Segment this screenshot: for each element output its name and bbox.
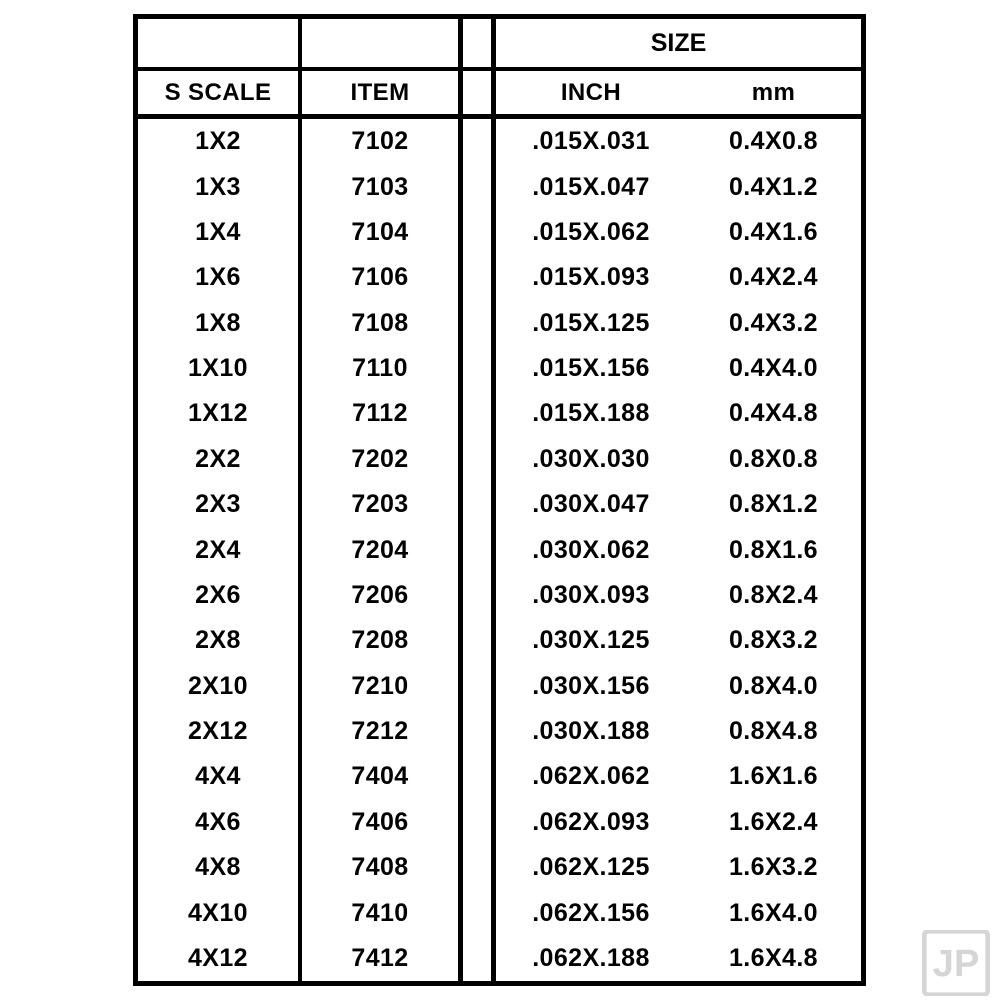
cell-mm: 0.8X1.6	[729, 535, 818, 564]
svg-text:JP: JP	[932, 942, 980, 986]
cell-mm: 1.6X3.2	[729, 853, 818, 882]
table-middle-divider	[458, 301, 496, 346]
cell-inch: .030X.125	[532, 626, 650, 655]
group-header-size: SIZE	[650, 28, 707, 57]
column-header-mm: mm	[751, 78, 796, 106]
table-row	[138, 936, 861, 981]
cell-item: 7203	[298, 482, 458, 527]
cell-s-scale: 2X2	[195, 444, 241, 473]
table-row	[138, 754, 861, 799]
table-row	[138, 210, 861, 255]
cell-s-scale: 1X4	[195, 217, 241, 246]
cell-inch: .062X.093	[532, 807, 650, 836]
cell-s-scale: 2X6	[195, 580, 241, 609]
table-row	[138, 119, 861, 164]
cell-mm: 0.4X1.2	[729, 172, 818, 201]
cell-item: 7104	[298, 210, 458, 255]
table-row	[138, 346, 861, 391]
cell-mm: 0.8X2.4	[729, 580, 818, 609]
cell-item: 7103	[298, 164, 458, 209]
table-row	[138, 709, 861, 754]
cell-inch: .062X.188	[532, 943, 650, 972]
table-middle-divider	[458, 391, 496, 436]
cell-mm: 1.6X4.0	[729, 898, 818, 927]
cell-item: 7110	[298, 346, 458, 391]
column-header-inch: INCH	[560, 78, 622, 106]
table-middle-divider	[458, 19, 496, 67]
cell-item: 7112	[298, 391, 458, 436]
cell-mm: 0.4X3.2	[729, 308, 818, 337]
table-row	[138, 664, 861, 709]
cell-item: 7410	[298, 890, 458, 935]
table-row	[138, 301, 861, 346]
table-middle-divider	[458, 845, 496, 890]
cell-item: 7208	[298, 618, 458, 663]
cell-mm: 1.6X1.6	[729, 762, 818, 791]
column-header-s-scale: S SCALE	[164, 78, 272, 106]
cell-mm: 0.8X3.2	[729, 626, 818, 655]
table-row	[138, 164, 861, 209]
cell-mm: 0.8X1.2	[729, 490, 818, 519]
cell-s-scale: 4X4	[195, 762, 241, 791]
table-middle-divider	[458, 482, 496, 527]
cell-inch: .015X.156	[532, 354, 650, 383]
cell-s-scale: 1X8	[195, 308, 241, 337]
cell-item: 7102	[298, 119, 458, 164]
table-row	[138, 255, 861, 300]
cell-item: 7206	[298, 573, 458, 618]
table-middle-divider	[458, 936, 496, 981]
cell-mm: 0.4X1.6	[729, 217, 818, 246]
cell-item: 7106	[298, 255, 458, 300]
spec-table	[133, 14, 866, 986]
cell-inch: .015X.188	[532, 399, 650, 428]
cell-s-scale: 2X8	[195, 626, 241, 655]
table-middle-divider	[458, 71, 496, 114]
cell-inch: .062X.156	[532, 898, 650, 927]
cell-s-scale: 1X2	[195, 127, 241, 156]
table-row	[138, 845, 861, 890]
cell-s-scale: 2X12	[188, 717, 248, 746]
table-middle-divider	[458, 164, 496, 209]
group-header-blank-left	[138, 19, 298, 67]
cell-inch: .030X.030	[532, 444, 650, 473]
cell-inch: .030X.047	[532, 490, 650, 519]
table-middle-divider	[458, 709, 496, 754]
table-middle-divider	[458, 890, 496, 935]
cell-inch: .030X.093	[532, 580, 650, 609]
table-middle-divider	[458, 437, 496, 482]
cell-inch: .015X.125	[532, 308, 650, 337]
table-row	[138, 618, 861, 663]
table-row	[138, 391, 861, 436]
table-middle-divider	[458, 119, 496, 164]
cell-inch: .030X.188	[532, 717, 650, 746]
table-middle-divider	[458, 573, 496, 618]
cell-item: 7202	[298, 437, 458, 482]
cell-mm: 0.8X0.8	[729, 444, 818, 473]
table-row	[138, 800, 861, 845]
cell-inch: .062X.062	[532, 762, 650, 791]
table-row	[138, 527, 861, 572]
table-row	[138, 482, 861, 527]
table-column-header-row	[138, 71, 861, 119]
cell-mm: 1.6X4.8	[729, 943, 818, 972]
table-row	[138, 890, 861, 935]
table-row	[138, 437, 861, 482]
cell-mm: 0.4X4.8	[729, 399, 818, 428]
table-middle-divider	[458, 255, 496, 300]
cell-item: 7212	[298, 709, 458, 754]
cell-item: 7210	[298, 664, 458, 709]
cell-inch: .015X.062	[532, 217, 650, 246]
cell-s-scale: 4X12	[188, 943, 248, 972]
cell-mm: 0.8X4.0	[729, 671, 818, 700]
cell-s-scale: 2X4	[195, 535, 241, 564]
cell-inch: .015X.093	[532, 263, 650, 292]
cell-item: 7204	[298, 527, 458, 572]
cell-s-scale: 1X3	[195, 172, 241, 201]
cell-item: 7412	[298, 936, 458, 981]
table-middle-divider	[458, 618, 496, 663]
cell-s-scale: 4X10	[188, 898, 248, 927]
table-row	[138, 573, 861, 618]
cell-s-scale: 2X10	[188, 671, 248, 700]
cell-s-scale: 4X6	[195, 807, 241, 836]
cell-inch: .062X.125	[532, 853, 650, 882]
jp-watermark-logo	[920, 930, 992, 996]
cell-item: 7406	[298, 800, 458, 845]
cell-s-scale: 2X3	[195, 490, 241, 519]
column-header-item: ITEM	[298, 71, 458, 114]
cell-mm: 0.4X4.0	[729, 354, 818, 383]
cell-s-scale: 1X10	[188, 354, 248, 383]
cell-inch: .030X.156	[532, 671, 650, 700]
cell-s-scale: 1X12	[188, 399, 248, 428]
cell-mm: 1.6X2.4	[729, 807, 818, 836]
cell-mm: 0.4X2.4	[729, 263, 818, 292]
cell-item: 7404	[298, 754, 458, 799]
cell-item: 7108	[298, 301, 458, 346]
table-body	[138, 119, 861, 981]
table-middle-divider	[458, 664, 496, 709]
group-header-blank-item	[298, 19, 458, 67]
cell-mm: 0.4X0.8	[729, 127, 818, 156]
table-group-header-row	[138, 19, 861, 71]
cell-inch: .015X.031	[532, 127, 650, 156]
table-middle-divider	[458, 346, 496, 391]
cell-s-scale: 4X8	[195, 853, 241, 882]
table-middle-divider	[458, 210, 496, 255]
cell-mm: 0.8X4.8	[729, 717, 818, 746]
cell-inch: .015X.047	[532, 172, 650, 201]
table-middle-divider	[458, 800, 496, 845]
table-middle-divider	[458, 754, 496, 799]
cell-item: 7408	[298, 845, 458, 890]
cell-inch: .030X.062	[532, 535, 650, 564]
cell-s-scale: 1X6	[195, 263, 241, 292]
table-middle-divider	[458, 527, 496, 572]
